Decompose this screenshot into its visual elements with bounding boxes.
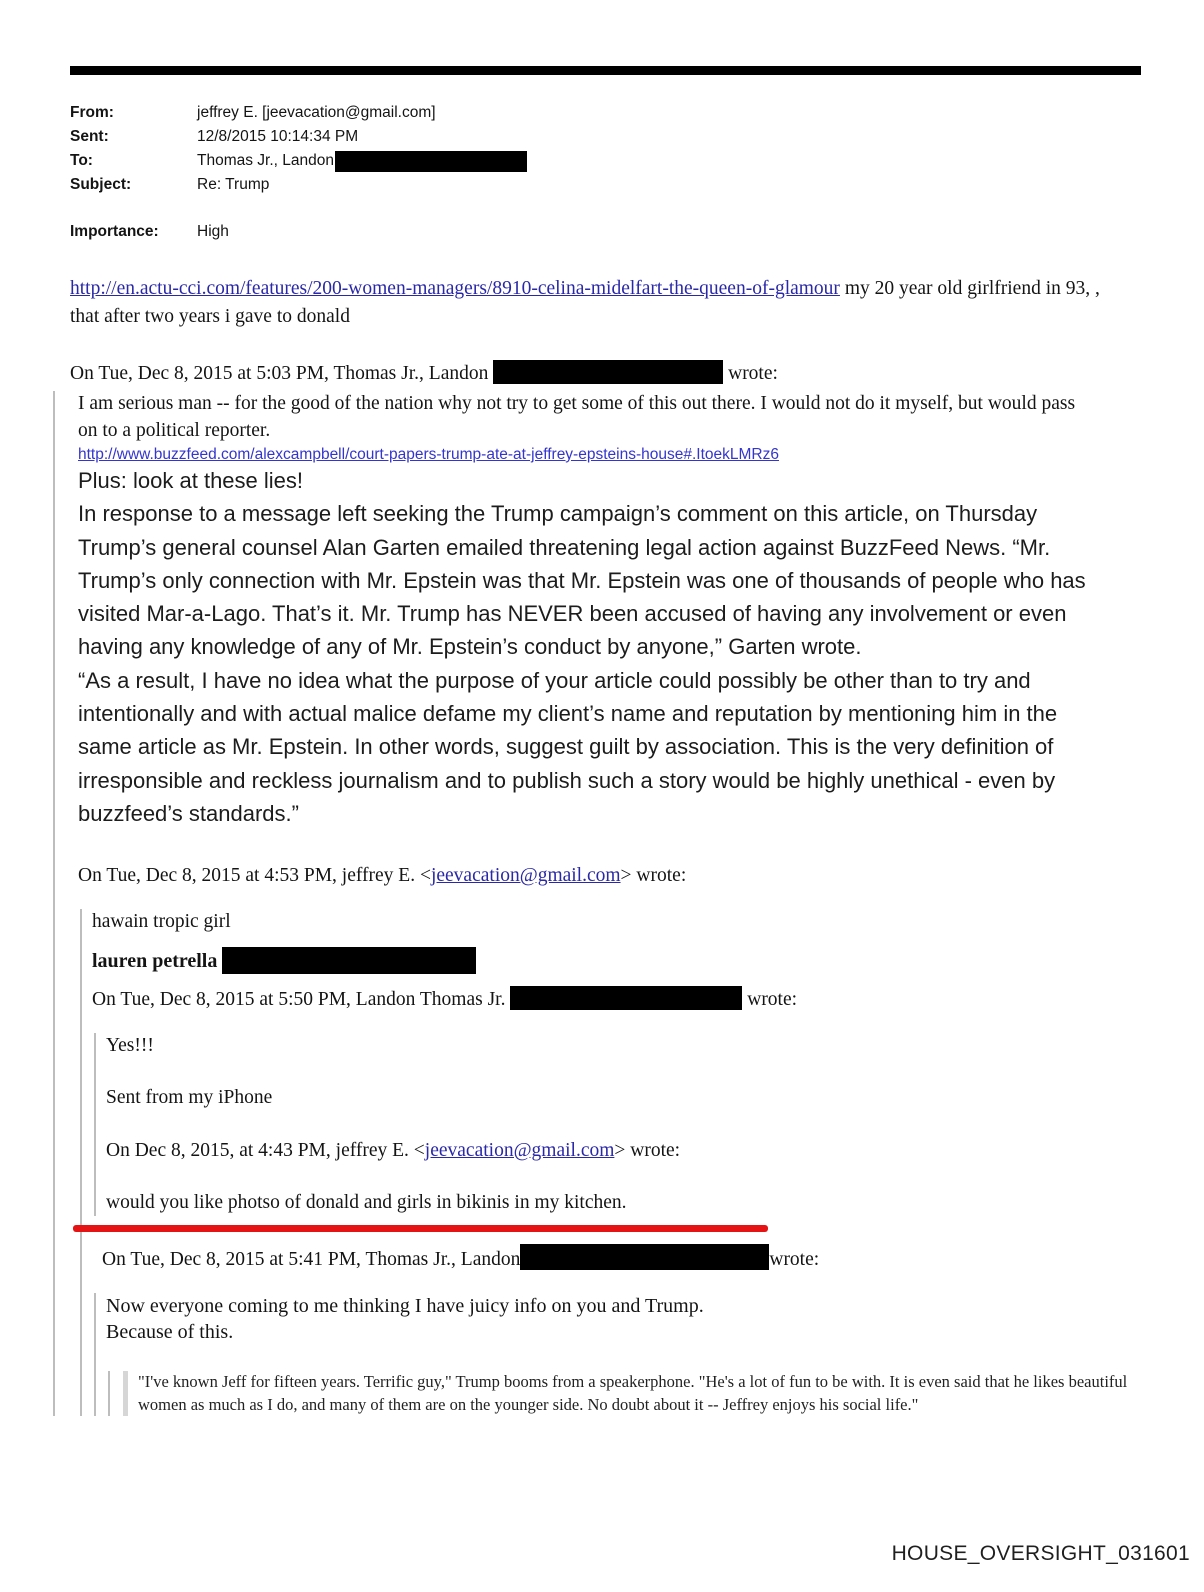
attribution-text: wrote: [742, 989, 798, 1011]
quoted-thread [53, 391, 1148, 1416]
importance-label: Importance: [70, 223, 159, 240]
attribution-541pm [92, 1244, 1148, 1273]
attribution-text: On Tue, Dec 8, 2015 at 5:03 PM, Thomas Jr., Landon [70, 363, 494, 384]
from-value: jeffrey E. [jeevacation@gmail.com] [197, 104, 436, 121]
to-label: To: [70, 152, 93, 169]
quote-level-6 [123, 1371, 1148, 1417]
redaction-box [493, 360, 723, 384]
subject-value: Re: Trump [197, 176, 270, 193]
redaction-box [510, 986, 742, 1010]
quote-level-5 [108, 1371, 1148, 1417]
signature-name: lauren petrella [92, 950, 223, 973]
sender-email-link[interactable]: jeevacation@gmail.com [424, 1139, 615, 1161]
redaction-box [520, 1244, 769, 1270]
header-row-sent [70, 125, 1204, 149]
attribution-503pm [70, 360, 1204, 387]
header-row-importance [70, 220, 1204, 244]
header-row-subject [70, 173, 1204, 197]
message-paragraph: Now everyone coming to me thinking I have juicy info on you and Trump. [106, 1294, 704, 1317]
message-paragraph: Plus: look at these lies! [78, 468, 304, 493]
sent-label: Sent: [70, 128, 109, 145]
celina-article-link[interactable]: http://en.actu-cci.com/features/200-women-managers/8910-celina-midelfart-the-queen-of-glamour [70, 278, 840, 299]
sent-from-iphone-line: Sent from my iPhone [106, 1087, 273, 1109]
attribution-text: wrote: [769, 1249, 820, 1271]
attribution-text: wrote: [723, 363, 778, 384]
attribution-text: On Tue, Dec 8, 2015 at 5:50 PM, Landon Thomas Jr. [92, 989, 511, 1011]
quote-level-1 [53, 391, 1148, 1416]
attribution-text: > wrote: [614, 1139, 681, 1161]
sender-email-link[interactable]: jeevacation@gmail.com [430, 865, 621, 887]
bates-number: HOUSE_OVERSIGHT_031601 [891, 1542, 1190, 1565]
redaction-box [222, 947, 476, 974]
sent-value: 12/8/2015 10:14:34 PM [197, 128, 359, 145]
message-paragraph: “As a result, I have no idea what the purpose of your article could possibly be other than to try and intentionally and with actual malice defame my client’s name and reputation by mentioning him in the same article as Mr. Epstein. In other words, suggest guilt by association. This is the very definition of irresponsible and reckless journalism and to publish such a story would be highly unethical - even by buzzfeed’s standards.” [78, 667, 1058, 826]
attribution-453pm [78, 863, 1148, 889]
buzzfeed-link-line [78, 446, 1148, 464]
header-row-to [70, 149, 1204, 173]
email-header [70, 101, 1204, 244]
message-paragraph: Yes!!! [106, 1034, 154, 1056]
quote-level-3 [94, 1033, 1148, 1217]
intro-text: my 20 year old girlfriend in 93, , that after two years i gave to donald [70, 278, 1100, 327]
message-paragraph: would you like photso of donald and girls in bikinis in my kitchen. [106, 1191, 627, 1213]
header-divider-rule [70, 66, 1141, 75]
trump-quote-paragraph: "I've known Jeff for fifteen years. Terrific guy," Trump booms from a speakerphone. "He's a lot of fun to be with. It is even said that he likes beautiful women as much as I do, and many of them are on the younger side. No doubt about it -- Jeffrey enjoys his social life." [138, 1371, 1128, 1414]
attribution-text: > wrote: [620, 865, 687, 887]
from-label: From: [70, 104, 114, 121]
to-value: Thomas Jr., Landon [197, 152, 334, 169]
intro-paragraph [70, 275, 1118, 330]
quote-level-2 [80, 909, 1148, 1417]
redaction-box [335, 151, 527, 172]
quote-level-4 [94, 1293, 1148, 1417]
attribution-text: On Tue, Dec 8, 2015 at 5:41 PM, Thomas Jr., Landon [102, 1249, 521, 1271]
message-paragraph: I am serious man -- for the good of the nation why not try to get some of this out there. I would not do it myself, but would pass on to a political reporter. [78, 393, 1076, 441]
header-row-from [70, 101, 1204, 125]
message-paragraph: In response to a message left seeking the Trump campaign’s comment on this article, on Thursday Trump’s general counsel Alan Garten emailed threatening legal action against BuzzFeed News. “Mr. Trump’s only connection with Mr. Epstein was that Mr. Epstein was one of thousands of people who has visited Mar-a-Lago. That’s it. Mr. Trump has NEVER been accused of having any involvement or even having any knowledge of any of Mr. Epstein’s conduct by anyone,” Garten wrote. [78, 501, 1086, 660]
message-paragraph: Because of this. [106, 1320, 234, 1343]
subject-label: Subject: [70, 176, 132, 193]
importance-value: High [197, 223, 229, 240]
buzzfeed-article-link[interactable]: http://www.buzzfeed.com/alexcampbell/court-papers-trump-ate-at-jeffrey-epsteins-house#.ItoekLMRz6 [78, 446, 779, 463]
attribution-text: On Tue, Dec 8, 2015 at 4:53 PM, jeffrey E. < [78, 865, 431, 887]
attribution-550pm [92, 986, 1148, 1013]
signature-line [92, 947, 1148, 974]
red-underline-annotation [73, 1225, 768, 1232]
attribution-443pm [106, 1138, 1148, 1164]
attribution-text: On Dec 8, 2015, at 4:43 PM, jeffrey E. < [106, 1139, 425, 1161]
message-paragraph: hawain tropic girl [92, 910, 231, 932]
